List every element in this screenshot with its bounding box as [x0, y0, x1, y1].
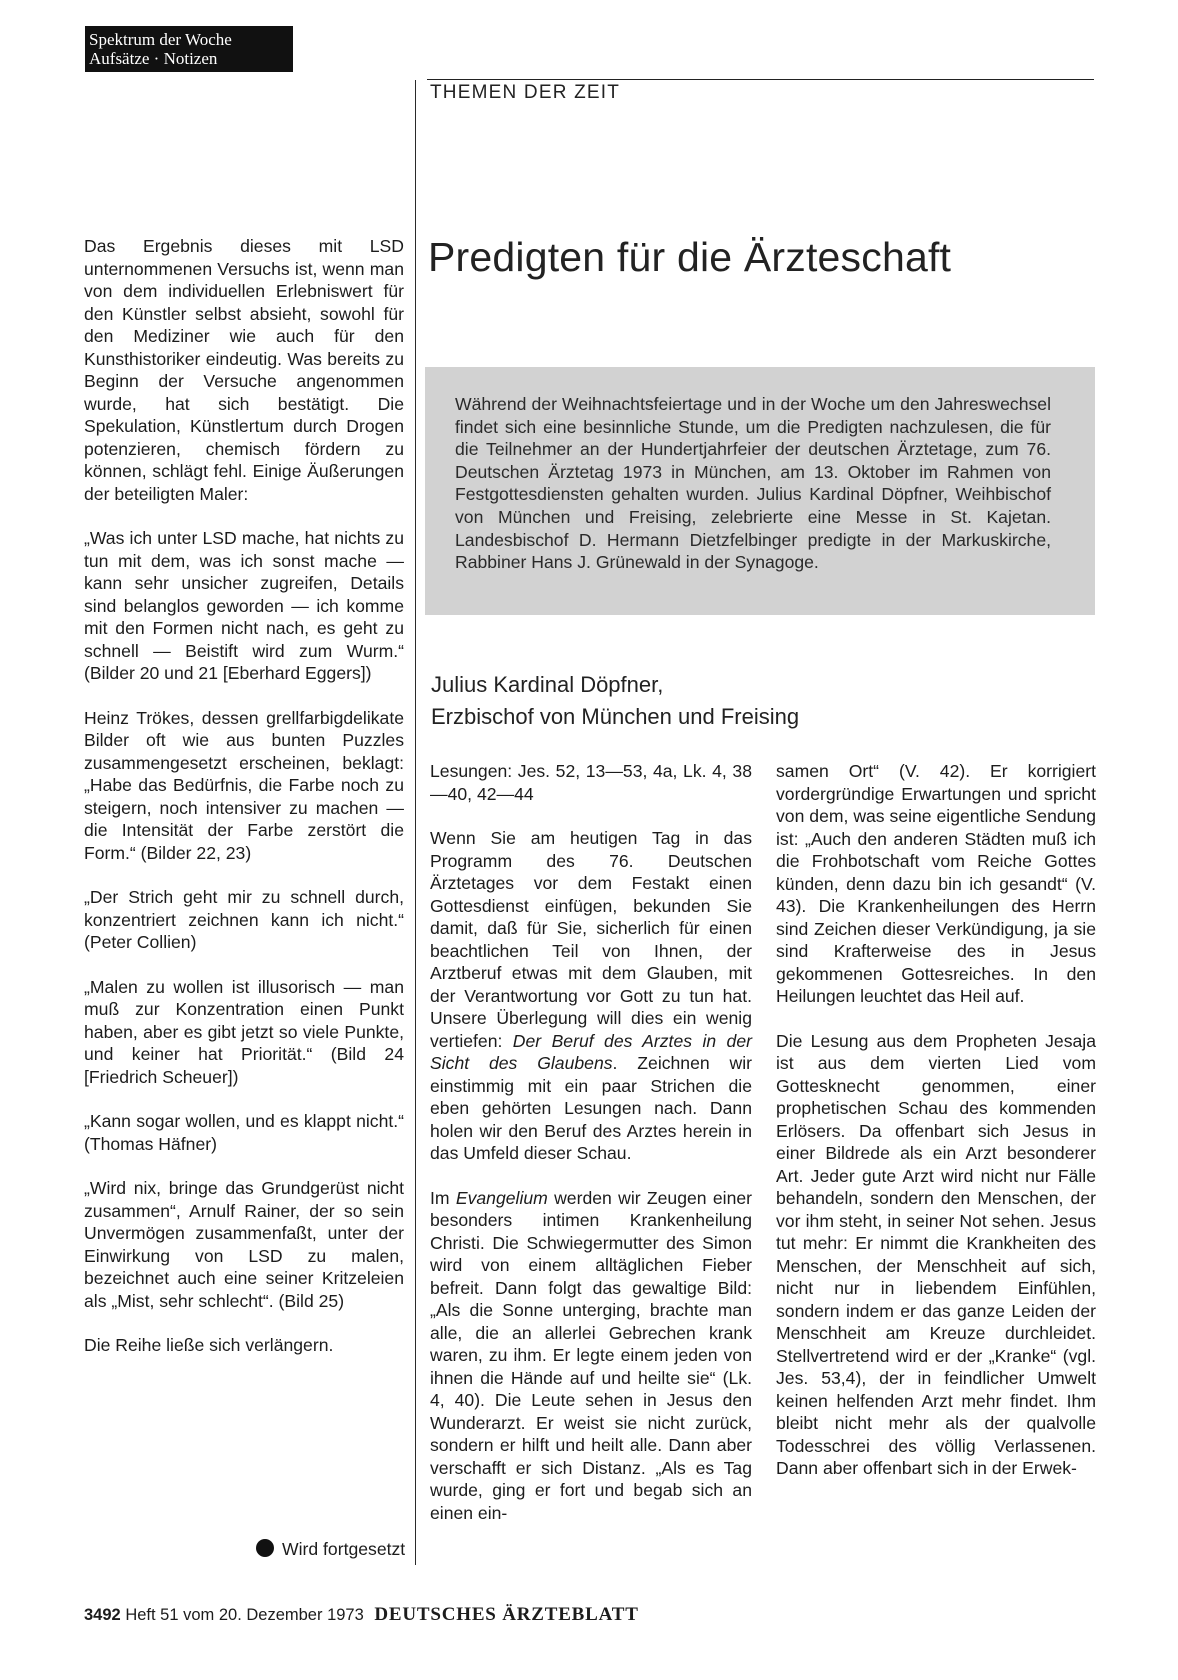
middle-column: [430, 760, 752, 1524]
left-paragraph-2: „Was ich unter LSD mache, hat nichts zu tun mit dem, was ich sonst mache — kann sehr unsicher zugreifen, Details sind belanglos geworden — ich komme mit den Formen nicht nach, es geht zu schnell — Beistift wird zum Wurm.“ (Bilder 20 und 21 [Eberhard Eggers]): [84, 528, 404, 683]
middle-paragraph-2-text-b: werden wir Zeugen einer besonders intimen Krankenheilung Christi. Die Schwiegermutter des Simon wird von einem alltäglichen Fieber befreit. Dann folgt das gewaltige Bild: „Als die Sonne unterging, brachte man alle, die an allerlei Gebrechen krank waren, zu ihm. Er legte einem jeden von ihnen die Hände auf und heilte sie“ (Lk. 4, 40). Die Leute sehen in Jesus den Wunderarzt. Er weist sie nicht zurück, sondern er hilft und heilt alle. Dann aber verschafft er sich Distanz. „Als es Tag wurde, ging er fort und begab sich an einen ein-: [430, 1187, 752, 1523]
middle-paragraph-1-text-b: . Zeichnen wir einstimmig mit ein paar Strichen die eben gehörten Lesungen nach. Dann holen wir den Beruf des Arztes herein in das Umfeld dieser Schau.: [430, 1053, 752, 1163]
left-paragraph-8: Die Reihe ließe sich verlängern.: [84, 1335, 334, 1355]
right-column: [776, 760, 1096, 1480]
middle-paragraph-2: [430, 1187, 752, 1525]
bullet-icon: [256, 1539, 274, 1557]
issue-info: Heft 51 vom 20. Dezember 1973: [125, 1606, 364, 1624]
middle-paragraph-1-emphasis: Der Beruf des Arztes in der Sicht des Glaubens: [430, 1030, 752, 1073]
author-role: Erzbischof von München und Freising: [431, 704, 800, 729]
column-divider: [415, 80, 416, 1565]
section-label: THEMEN DER ZEIT: [430, 82, 621, 103]
page-footer: [84, 1604, 639, 1626]
readings: Lesungen: Jes. 52, 13—53, 4a, Lk. 4, 38—40, 42—44: [430, 761, 752, 804]
left-column: [84, 235, 404, 1379]
continued-label: Wird fortgesetzt: [282, 1539, 406, 1559]
lead-text: Während der Weihnachtsfeiertage und in der Woche um den Jahreswechsel findet sich eine besinnliche Stunde, um die Predigten nachzulesen, die für die Teilnehmer an der Hundertjahrfeier der deutschen Ärztetage, zum 76. Deutschen Ärztetag 1973 in München, am 13. Oktober im Rahmen von Festgottesdiensten gehalten wurden. Julius Kardinal Döpfner, Weihbischof von München und Freising, zelebrierte eine Messe in St. Kajetan. Landesbischof D. Hermann Dietzfelbinger predigte in der Markuskirche, Rabbiner Hans J. Grünewald in der Synagoge.: [455, 394, 1051, 573]
left-paragraph-7: „Wird nix, bringe das Grundgerüst nicht zusammen“, Arnulf Rainer, der so sein Unvermögen zusammenfaßt, unter der Einwirkung von LSD zu malen, bezeichnet auch eine seiner Kritzeleien als „Mist, sehr schlecht“. (Bild 25): [84, 1178, 404, 1311]
right-paragraph-1: samen Ort“ (V. 42). Er korrigiert vordergründige Erwartungen und spricht von dem, was seine eigentliche Sendung ist: „Auch den anderen Städten muß ich die Frohbotschaft vom Reiche Gottes künden, denn dazu bin ich gesandt“ (V. 43). Die Krankenheilungen des Herrn sind Zeichen dieser Verkündigung, ja sie sind Krafterweise des in Jesus gekommenen Gottesreiches. In den Heilungen leuchtet das Heil auf.: [776, 761, 1096, 1006]
journal-name: DEUTSCHES ÄRZTEBLATT: [374, 1604, 639, 1625]
badge-line-1: Spektrum der Woche: [89, 30, 232, 49]
middle-paragraph-1: [430, 827, 752, 1165]
left-paragraph-3: Heinz Trökes, dessen grellfarbigdelikate Bilder oft wie aus bunten Puzzles zusammengesetzt erscheinen, beklagt: „Habe das Bedürfnis, die Farbe noch zu steigern, noch intensiver zu machen — die Intensität der Farbe zerstört die Form.“ (Bilder 22, 23): [84, 707, 404, 863]
left-paragraph-1: Das Ergebnis dieses mit LSD unternommenen Versuchs ist, wenn man von dem individuellen Erlebniswert für den Künstler selbst absieht, sowohl für den Mediziner wie auch für den Kunsthistoriker eindeutig. Was bereits zu Beginn der Versuche angenommen wurde, hat sich bestätigt. Die Spekulation, Künstlertum durch Drogen potenzieren, chemisch fördern zu können, schlägt fehl. Einige Äußerungen der beteiligten Maler:: [84, 236, 404, 504]
left-paragraph-4: „Der Strich geht mir zu schnell durch, konzentriert zeichnen kann ich nicht.“ (Peter Collien): [84, 887, 404, 952]
badge-line-2: Aufsätze · Notizen: [89, 49, 218, 68]
left-paragraph-5: „Malen zu wollen ist illusorisch — man muß zur Konzentration einen Punkt haben, aber es gibt jetzt so viele Punkte, und keiner hat Priorität.“ (Bild 24 [Friedrich Scheuer]): [84, 976, 404, 1087]
page-number: 3492: [84, 1606, 121, 1624]
article-title: Predigten für die Ärzteschaft: [428, 234, 952, 280]
middle-paragraph-2-emphasis: Evangelium: [455, 1187, 548, 1208]
top-rule: [427, 79, 1094, 80]
left-paragraph-6: „Kann sogar wollen, und es klappt nicht.“ (Thomas Häfner): [84, 1111, 404, 1154]
middle-paragraph-2-text-a: Im: [430, 1187, 456, 1208]
middle-paragraph-1-text-a: Wenn Sie am heutigen Tag in das Programm des 76. Deutschen Ärztetages vor dem Festakt einen Gottesdienst einfügen, bekunden Sie damit, daß für Sie, sicherlich für einen beachtlichen Teil von Ihnen, der Arztberuf etwas mit dem Glauben, mit der Verantwortung vor Gott zu tun hat. Unsere Überlegung will dies ein wenig vertiefen:: [430, 828, 752, 1051]
author-block: [431, 669, 799, 733]
continued-note: [256, 1539, 405, 1560]
section-badge: [85, 26, 293, 72]
lead-box: [425, 367, 1095, 615]
author-name: Julius Kardinal Döpfner,: [431, 672, 664, 697]
right-paragraph-2: Die Lesung aus dem Propheten Jesaja ist aus dem vierten Lied vom Gottesknecht genommen, einer prophetischen Schau des kommenden Erlösers. Da offenbart sich Jesus in einer Bildrede als ein Arzt besonderer Art. Jeder gute Arzt wird nicht nur Fälle behandeln, sondern den Menschen, der vor ihm steht, in seiner Not sehen. Jesus tut mehr: Er nimmt die Krankheiten des Menschen, der Menschheit auf sich, nicht nur in liebendem Einfühlen, sondern indem er das ganze Leiden der Menschheit am Kreuze durchleidet. Stellvertretend wird er der „Kranke“ (vgl. Jes. 53,4), der in feindlicher Umwelt keinen helfenden Arzt mehr findet. Ihm bleibt nicht mehr als der qualvolle Todesschrei des völlig Verlassenen. Dann aber offenbart sich in der Erwek-: [776, 1030, 1096, 1478]
